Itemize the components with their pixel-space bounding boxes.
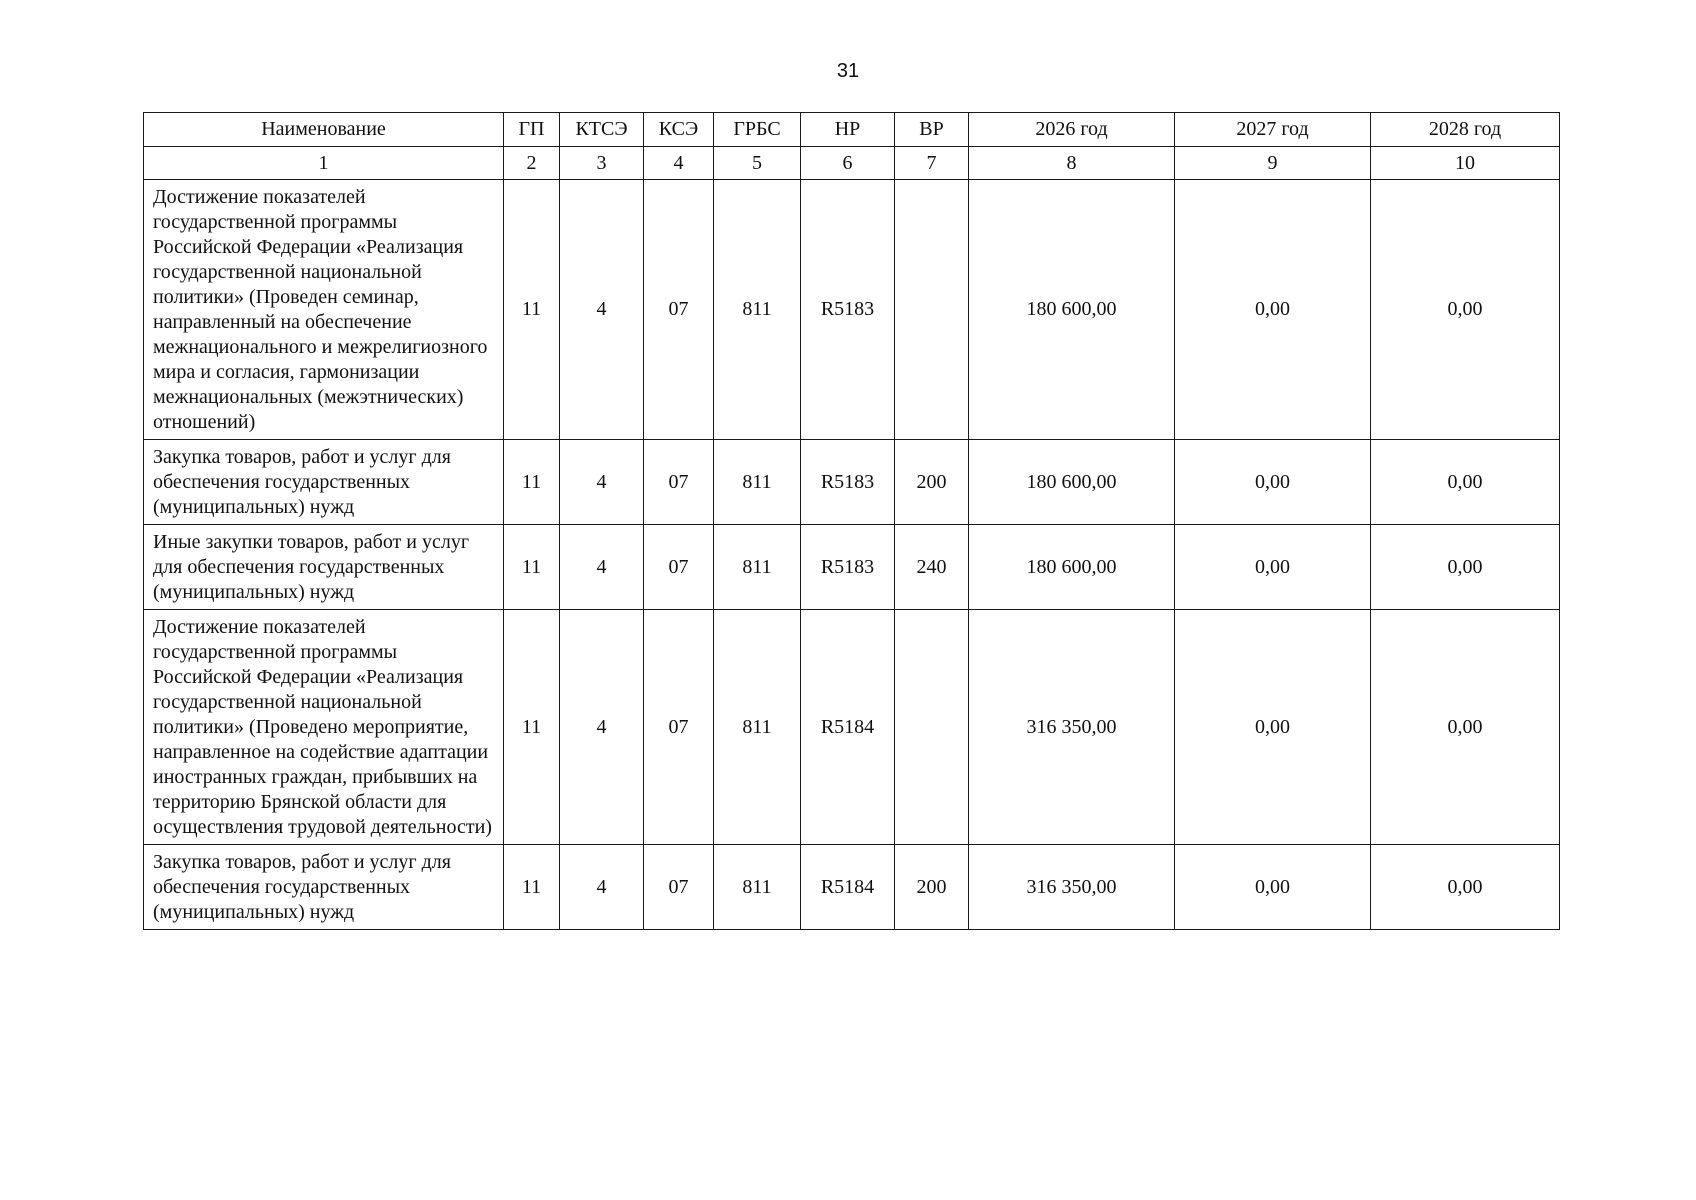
row-amount-2026: 180 600,00 bbox=[969, 525, 1175, 610]
row-name: Закупка товаров, работ и услуг для обеспечения государственных (муниципальных) нужд bbox=[144, 845, 504, 930]
row-nr: R5183 bbox=[801, 180, 895, 440]
row-gp: 11 bbox=[504, 525, 560, 610]
row-kse: 07 bbox=[644, 845, 714, 930]
row-gp: 11 bbox=[504, 440, 560, 525]
column-number-row bbox=[144, 147, 1560, 180]
row-vr bbox=[895, 610, 969, 845]
table-row bbox=[144, 180, 1560, 440]
budget-table bbox=[143, 112, 1560, 930]
row-nr: R5183 bbox=[801, 525, 895, 610]
row-ktse: 4 bbox=[560, 180, 644, 440]
column-number: 9 bbox=[1175, 147, 1371, 180]
row-name: Иные закупки товаров, работ и услуг для обеспечения государственных (муниципальных) нужд bbox=[144, 525, 504, 610]
header-cell-kse: КСЭ bbox=[644, 113, 714, 147]
row-amount-2028: 0,00 bbox=[1371, 440, 1560, 525]
column-number: 5 bbox=[714, 147, 801, 180]
header-cell-gp: ГП bbox=[504, 113, 560, 147]
row-amount-2028: 0,00 bbox=[1371, 525, 1560, 610]
row-amount-2028: 0,00 bbox=[1371, 180, 1560, 440]
column-number: 6 bbox=[801, 147, 895, 180]
row-kse: 07 bbox=[644, 610, 714, 845]
row-gp: 11 bbox=[504, 180, 560, 440]
row-kse: 07 bbox=[644, 525, 714, 610]
table-row bbox=[144, 610, 1560, 845]
row-amount-2027: 0,00 bbox=[1175, 525, 1371, 610]
header-cell-vr: ВР bbox=[895, 113, 969, 147]
row-vr: 240 bbox=[895, 525, 969, 610]
row-ktse: 4 bbox=[560, 845, 644, 930]
row-kse: 07 bbox=[644, 180, 714, 440]
row-name: Достижение показателей государственной программы Российской Федерации «Реализация государственной национальной политики» (Проведен семинар, направленный на обеспечение межнационального и межрелигиозного мира и согласия, гармонизации межнациональных (межэтнических) отношений) bbox=[144, 180, 504, 440]
page-number: 31 bbox=[836, 60, 860, 82]
column-number: 3 bbox=[560, 147, 644, 180]
table-row bbox=[144, 845, 1560, 930]
row-amount-2027: 0,00 bbox=[1175, 440, 1371, 525]
row-gp: 11 bbox=[504, 845, 560, 930]
header-cell-grbs: ГРБС bbox=[714, 113, 801, 147]
row-nr: R5183 bbox=[801, 440, 895, 525]
header-cell-2028: 2028 год bbox=[1371, 113, 1560, 147]
row-kse: 07 bbox=[644, 440, 714, 525]
row-grbs: 811 bbox=[714, 440, 801, 525]
header-cell-nr: НР bbox=[801, 113, 895, 147]
row-amount-2026: 180 600,00 bbox=[969, 180, 1175, 440]
column-number: 2 bbox=[504, 147, 560, 180]
column-number: 1 bbox=[144, 147, 504, 180]
table-row bbox=[144, 525, 1560, 610]
header-cell-name: Наименование bbox=[144, 113, 504, 147]
row-grbs: 811 bbox=[714, 180, 801, 440]
row-grbs: 811 bbox=[714, 845, 801, 930]
row-ktse: 4 bbox=[560, 610, 644, 845]
row-grbs: 811 bbox=[714, 610, 801, 845]
header-cell-2026: 2026 год bbox=[969, 113, 1175, 147]
header-cell-ktse: КТСЭ bbox=[560, 113, 644, 147]
row-ktse: 4 bbox=[560, 525, 644, 610]
column-number: 7 bbox=[895, 147, 969, 180]
row-nr: R5184 bbox=[801, 610, 895, 845]
row-nr: R5184 bbox=[801, 845, 895, 930]
row-ktse: 4 bbox=[560, 440, 644, 525]
column-number: 10 bbox=[1371, 147, 1560, 180]
row-gp: 11 bbox=[504, 610, 560, 845]
row-amount-2027: 0,00 bbox=[1175, 180, 1371, 440]
row-amount-2026: 316 350,00 bbox=[969, 610, 1175, 845]
row-amount-2028: 0,00 bbox=[1371, 610, 1560, 845]
row-amount-2026: 180 600,00 bbox=[969, 440, 1175, 525]
row-vr: 200 bbox=[895, 440, 969, 525]
row-vr bbox=[895, 180, 969, 440]
row-grbs: 811 bbox=[714, 525, 801, 610]
row-amount-2027: 0,00 bbox=[1175, 845, 1371, 930]
header-row bbox=[144, 113, 1560, 147]
table-row bbox=[144, 440, 1560, 525]
row-amount-2026: 316 350,00 bbox=[969, 845, 1175, 930]
column-number: 8 bbox=[969, 147, 1175, 180]
row-amount-2027: 0,00 bbox=[1175, 610, 1371, 845]
row-amount-2028: 0,00 bbox=[1371, 845, 1560, 930]
column-number: 4 bbox=[644, 147, 714, 180]
row-vr: 200 bbox=[895, 845, 969, 930]
row-name: Закупка товаров, работ и услуг для обеспечения государственных (муниципальных) нужд bbox=[144, 440, 504, 525]
row-name: Достижение показателей государственной программы Российской Федерации «Реализация государственной национальной политики» (Проведено мероприятие, направленное на содействие адаптации иностранных граждан, прибывших на территорию Брянской области для осуществления трудовой деятельности) bbox=[144, 610, 504, 845]
header-cell-2027: 2027 год bbox=[1175, 113, 1371, 147]
